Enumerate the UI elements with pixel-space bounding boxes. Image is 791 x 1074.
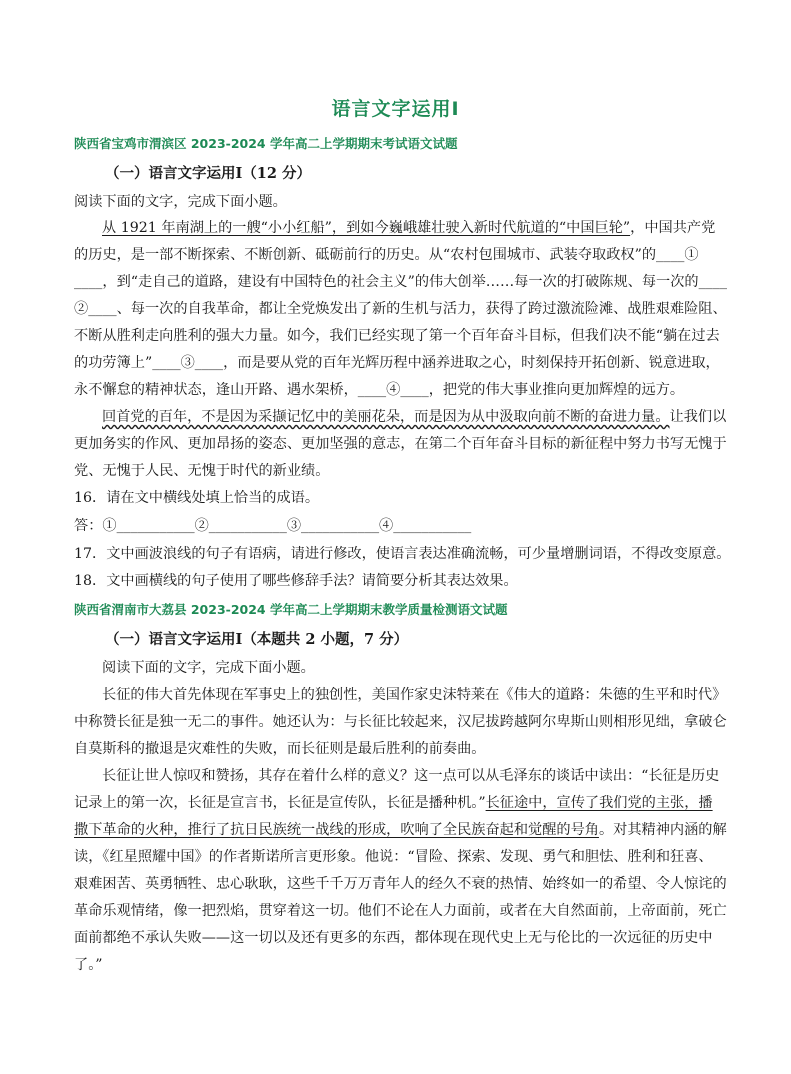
passage2-line: 党、无愧于人民、无愧于时代的新业绩。 (74, 463, 330, 479)
passage4-line: 长征让世人惊叹和赞扬，其存在着什么样的意义？这一点可以从毛泽东的谈话中读出：“长征是历史 (102, 768, 720, 784)
passage1-line: ②____、每一次的自我革命，都让全党焕发出了新的生机与活力，获得了跨过激流险滩、战胜艰难险阻、 (74, 301, 727, 317)
passage4-line: 面前都绝不承认失败——这一切以及还有更多的东西，都体现在现代史上无与伦比的一次远征的历史中 (74, 930, 713, 946)
passage3-line: 长征的伟大首先体现在军事史上的独创性，美国作家史沫特莱在《伟大的道路：朱德的生平和时代》 (102, 687, 727, 703)
section-heading-2: （一）语言文字运用Ⅰ（本题共 2 小题，7 分） (105, 631, 409, 648)
intro-1: 阅读下面的文字，完成下面小题。 (74, 194, 287, 210)
passage2-line: 回首党的百年，不是因为采撷记忆中的美丽花朵，而是因为从中汲取向前不断的奋进力量。让我们以 (102, 409, 727, 425)
question-18: 18．文中画横线的句子使用了哪些修辞手法？请简要分析其表达效果。 (74, 573, 518, 589)
source-line-2: 陕西省渭南市大荔县 2023-2024 学年高二上学期期末教学质量检测语文试题 (74, 602, 508, 617)
passage1-line: 永不懈怠的精神状态，逢山开路、遇水架桥，____④____，把党的伟大事业推向更加辉煌的远方。 (74, 382, 685, 398)
answer-line: 答：①___________②___________③___________④___________ (74, 518, 472, 534)
passage2-line: 更加务实的作风、更加昂扬的姿态、更加坚强的意志，在第二个百年奋斗目标的新征程中努力书写无愧于 (74, 436, 727, 452)
source-line-1: 陕西省宝鸡市渭滨区 2023-2024 学年高二上学期期末考试语文试题 (74, 136, 458, 151)
question-16: 16．请在文中横线处填上恰当的成语。 (74, 490, 320, 506)
passage3-line: 自莫斯科的撤退是灾难性的失败，而长征则是最后胜利的前奏曲。 (74, 741, 486, 757)
page-title: 语言文字运用Ⅰ (331, 98, 460, 120)
passage1-line: 从 1921 年南湖上的一艘“小小红船”，到如今巍峨雄壮驶入新时代航道的“中国巨轮”，中国共产党 (102, 220, 716, 236)
question-17: 17．文中画波浪线的句子有语病，请进行修改，使语言表达准确流畅，可少量增删词语，不得改变原意。 (74, 546, 731, 562)
passage4-line: 撒下革命的火种，推行了抗日民族统一战线的形成，吹响了全民族奋起和觉醒的号角。对其精神内涵的解 (74, 822, 727, 838)
passage4-line: 了。” (74, 957, 103, 973)
passage1-line: ____，到“走自己的道路，建设有中国特色的社会主义”的伟大创举……每一次的打破陈规、每一次的____ (74, 274, 727, 290)
passage3-line: 中称赞长征是独一无二的事件。她还认为：与长征比较起来，汉尼拔跨越阿尔卑斯山则相形见绌，拿破仑 (74, 714, 727, 730)
intro-2: 阅读下面的文字，完成下面小题。 (102, 660, 315, 676)
passage4-line: 读，《红星照耀中国》的作者斯诺所言更形象。他说：“冒险、探索、发现、勇气和胆怯、胜利和狂喜、 (74, 849, 713, 865)
passage1-line: 不断从胜利走向胜利的强大力量。如今，我们已经实现了第一个百年奋斗目标，但我们决不能“躺在过去 (74, 328, 720, 344)
passage4-line: 革命乐观情绪，像一把烈焰，贯穿着这一切。他们不论在人力面前，或者在大自然面前，上帝面前，死亡 (74, 903, 727, 919)
passage1-line: 的功劳簿上”____③____，而是要从党的百年光辉历程中涵养进取之心，时刻保持开拓创新、锐意进取， (74, 355, 720, 371)
passage4-line: 艰难困苦、英勇牺牲、忠心耿耿，这些千千万万青年人的经久不衰的热情、始终如一的希望、令人惊诧的 (74, 876, 727, 892)
section-heading-1: （一）语言文字运用Ⅰ（12 分） (105, 165, 312, 182)
passage4-line: 记录上的第一次，长征是宣言书，长征是宣传队，长征是播种机。”长征途中，宣传了我们党的主张，播 (74, 795, 713, 811)
passage1-line: 的历史，是一部不断探索、不断创新、砥砺前行的历史。从“农村包围城市、武装夺取政权”的____① (74, 247, 699, 263)
